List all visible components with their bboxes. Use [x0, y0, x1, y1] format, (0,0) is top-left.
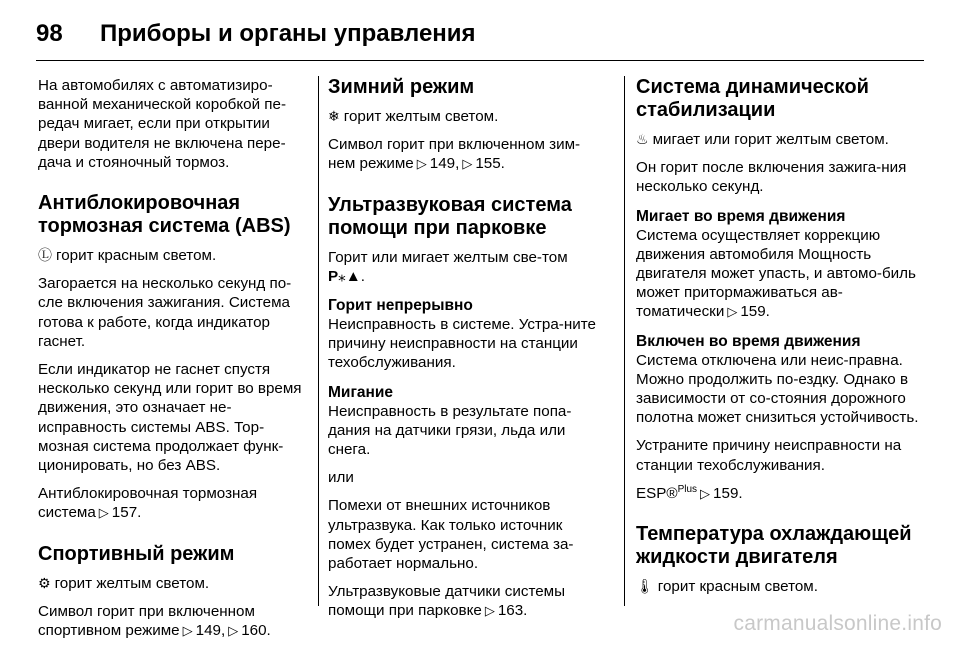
coolant-temperature-icon: 🌡 [636, 578, 654, 595]
abs-paragraph-2: Загорается на несколько секунд по-сле включения зажигания. Система готова к работе, когда индикатор гаснет. [38, 275, 292, 350]
parking-paragraph: Горит или мигает желтым све-том P⁎▲. [328, 248, 568, 285]
page-ref-icon: ▷ [182, 623, 193, 639]
intro-paragraph: На автомобилях с автоматизиро-ванной механической коробкой пе-редач мигает, если при открытии двери водителя не включена пере-дача и стояночный тормоз. [38, 77, 287, 171]
page-ref[interactable]: 157. [111, 504, 142, 522]
sport-indicator-line: ⚙ горит желтым светом. [38, 574, 210, 592]
winter-heading: Зимний режим [328, 76, 475, 98]
page-ref-icon: ▷ [98, 505, 109, 521]
column-1 [38, 76, 306, 649]
page-ref[interactable]: 149, [195, 622, 226, 640]
drive-on-paragraph: Система отключена или неис-правна. Можно продолжить по-ездку. Однако в зависимости от со-стояния дорожного полотна может снизиться устойчивость. [636, 351, 919, 427]
page-ref[interactable]: 149, [429, 155, 460, 173]
watermark: carmanualsonline.info [733, 612, 942, 635]
page-ref-icon: ▷ [484, 603, 495, 619]
page-ref[interactable]: 159. [740, 303, 770, 321]
drive-on-heading: Включен во время движения [636, 332, 861, 350]
drive-flash-heading: Мигает во время движения [636, 207, 846, 225]
fix-paragraph: Устраните причину неисправности на станции техобслуживания. [636, 437, 902, 474]
column-3 [636, 76, 926, 605]
coolant-heading: Температура охлаждающей жидкости двигателя [636, 523, 912, 569]
abs-paragraph-3: Если индикатор не гаснет спустя несколько секунд или горит во время движения, это означает не-исправность системы ABS. Тор-мозная система продолжает функ-ционировать, но без ABS. [38, 361, 302, 475]
flash-heading: Мигание [328, 383, 394, 401]
page-ref[interactable]: 160. [241, 622, 271, 640]
page-ref[interactable]: 159. [713, 484, 743, 502]
parking-sensor-icon: P⁎▲ [328, 267, 361, 285]
winter-paragraph-2: Символ горит при включенном зим-нем режиме ▷ 149, ▷ 155. [328, 136, 581, 173]
winter-indicator-line: ❄ горит желтым светом. [328, 108, 499, 125]
page-ref-icon: ▷ [727, 304, 738, 320]
page-ref[interactable]: 163. [497, 602, 528, 620]
snowflake-icon: ❄ [328, 108, 340, 124]
espplus-paragraph: ESP®$^{Plus}$ ▷ 159. [636, 483, 743, 502]
coolant-indicator-line: 🌡 горит красным светом. [636, 578, 818, 596]
esp-skid-icon: ♨ [636, 131, 649, 147]
sport-mode-icon: ⚙ [38, 574, 51, 591]
page-ref-icon: ▷ [700, 485, 711, 501]
column-divider [318, 76, 319, 606]
page-ref-icon: ▷ [462, 156, 473, 172]
page-ref-icon: ▷ [416, 156, 427, 172]
esp-indicator-line: ♨ мигает или горит желтым светом. [636, 131, 889, 148]
esp-heading: Система динамической стабилизации [636, 76, 869, 121]
column-2 [328, 76, 604, 630]
abs-indicator-line: Ⓛ горит красным светом. [38, 247, 217, 265]
flash-paragraph: Неисправность в результате попа-дания на датчики грязи, льда или снега. [328, 402, 572, 459]
page-ref[interactable]: 155. [475, 155, 505, 173]
page-ref-icon: ▷ [228, 623, 239, 639]
parking-heading: Ультразвуковая система помощи при парковке [328, 193, 572, 239]
header-rule [36, 60, 924, 61]
page-number: 98 [36, 20, 63, 47]
column-divider [624, 76, 625, 606]
interference-paragraph: Помехи от внешних источников ультразвука. Как только источник помех будет устранен, система за-работает нормально. [328, 497, 574, 573]
or-text: или [328, 469, 354, 487]
steady-paragraph: Неисправность в системе. Устра-ните причину неисправности на станции техобслуживания. [328, 316, 596, 372]
steady-heading: Горит непрерывно [328, 297, 473, 315]
drive-flash-paragraph: Система осуществляет коррекцию движения автомобиля Мощность двигателя может упасть, и автомо-биль может притормаживаться ав-томатически ▷ 159. [636, 226, 916, 321]
sport-paragraph-2: Символ горит при включенном спортивном режиме ▷ 149, ▷ 160. [38, 602, 271, 640]
page-title: Приборы и органы управления [100, 20, 476, 47]
esp-paragraph-2: Он горит после включения зажига-ния несколько секунд. [636, 159, 907, 196]
sensors-paragraph: Ультразвуковые датчики системы помощи при парковке ▷ 163. [328, 583, 566, 620]
sport-heading: Спортивный режим [38, 542, 235, 565]
abs-warning-icon: Ⓛ [38, 247, 52, 264]
page-header [36, 14, 476, 54]
abs-heading: Антиблокировочная тормозная система (ABS) [38, 192, 291, 238]
abs-paragraph-4: Антиблокировочная тормозная система ▷ 157. [38, 485, 258, 522]
